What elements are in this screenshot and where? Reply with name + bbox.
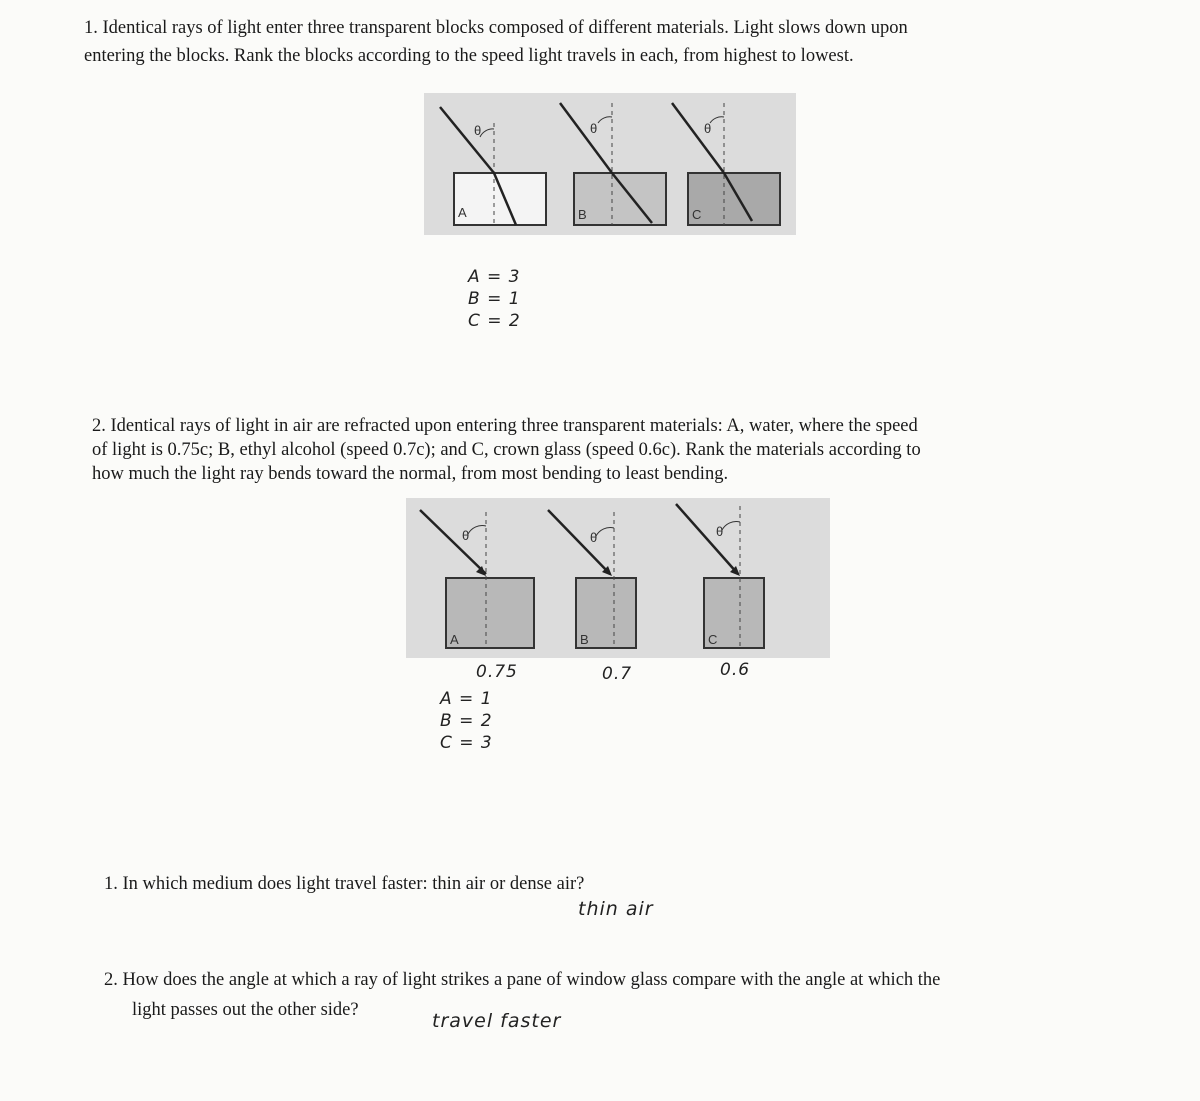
question-1-line-2: entering the blocks. Rank the blocks according to the speed light travels in each, from highest to lowest.	[84, 46, 854, 66]
question-2-line-3: how much the light ray bends toward the normal, from most bending to least bending.	[92, 464, 729, 484]
block-a	[454, 173, 546, 225]
ray-a	[440, 107, 494, 173]
question-1-line-1: 1. Identical rays of light enter three transparent blocks composed of different materials. Light slows down upon	[84, 18, 908, 38]
answer-1-ranking	[468, 266, 521, 332]
answer-1-c: C = 2	[468, 311, 521, 331]
ray-b	[548, 510, 610, 574]
block-label-c: C	[692, 207, 702, 222]
block-label-b: B	[580, 632, 589, 647]
answer-1-a: A = 3	[468, 267, 521, 287]
ray-c	[672, 103, 724, 173]
block-label-b: B	[578, 207, 587, 222]
question-2-line-2: of light is 0.75c; B, ethyl alcohol (speed 0.7c); and C, crown glass (speed 0.6c). Rank the materials according to	[92, 440, 921, 460]
answer-4: travel faster	[432, 1010, 562, 1032]
speed-note-a: 0.75	[476, 662, 518, 682]
block-label-c: C	[708, 632, 718, 647]
answer-2-ranking	[440, 688, 493, 754]
answer-1-b: B = 1	[468, 289, 521, 309]
ray-c	[676, 504, 738, 574]
block-a	[446, 578, 534, 648]
question-4-line-2: light passes out the other side?	[132, 1000, 359, 1020]
block-label-a: A	[458, 205, 467, 220]
speed-note-c: 0.6	[720, 660, 751, 680]
block-label-a: A	[450, 632, 459, 647]
speed-note-b: 0.7	[602, 664, 633, 684]
figure-1	[424, 93, 796, 235]
block-c	[688, 173, 780, 225]
ray-b	[560, 103, 612, 173]
answer-3: thin air	[578, 898, 654, 920]
angle-label: θ	[474, 123, 482, 138]
angle-label: θ	[590, 121, 598, 136]
question-4-line-1: 2. How does the angle at which a ray of light strikes a pane of window glass compare with the angle at which the	[104, 970, 941, 990]
angle-label: θ	[462, 528, 470, 543]
figure-2	[406, 498, 830, 658]
question-3-text: 1. In which medium does light travel faster: thin air or dense air?	[104, 874, 585, 894]
question-2-line-1: 2. Identical rays of light in air are refracted upon entering three transparent materials: A, water, where the speed	[92, 416, 918, 436]
angle-label: θ	[716, 524, 724, 539]
angle-label: θ	[704, 121, 712, 136]
block-b	[574, 173, 666, 225]
angle-label: θ	[590, 530, 598, 545]
answer-2-b: B = 2	[440, 711, 493, 731]
answer-2-a: A = 1	[440, 689, 493, 709]
answer-2-c: C = 3	[440, 733, 493, 753]
ray-a	[420, 510, 486, 574]
